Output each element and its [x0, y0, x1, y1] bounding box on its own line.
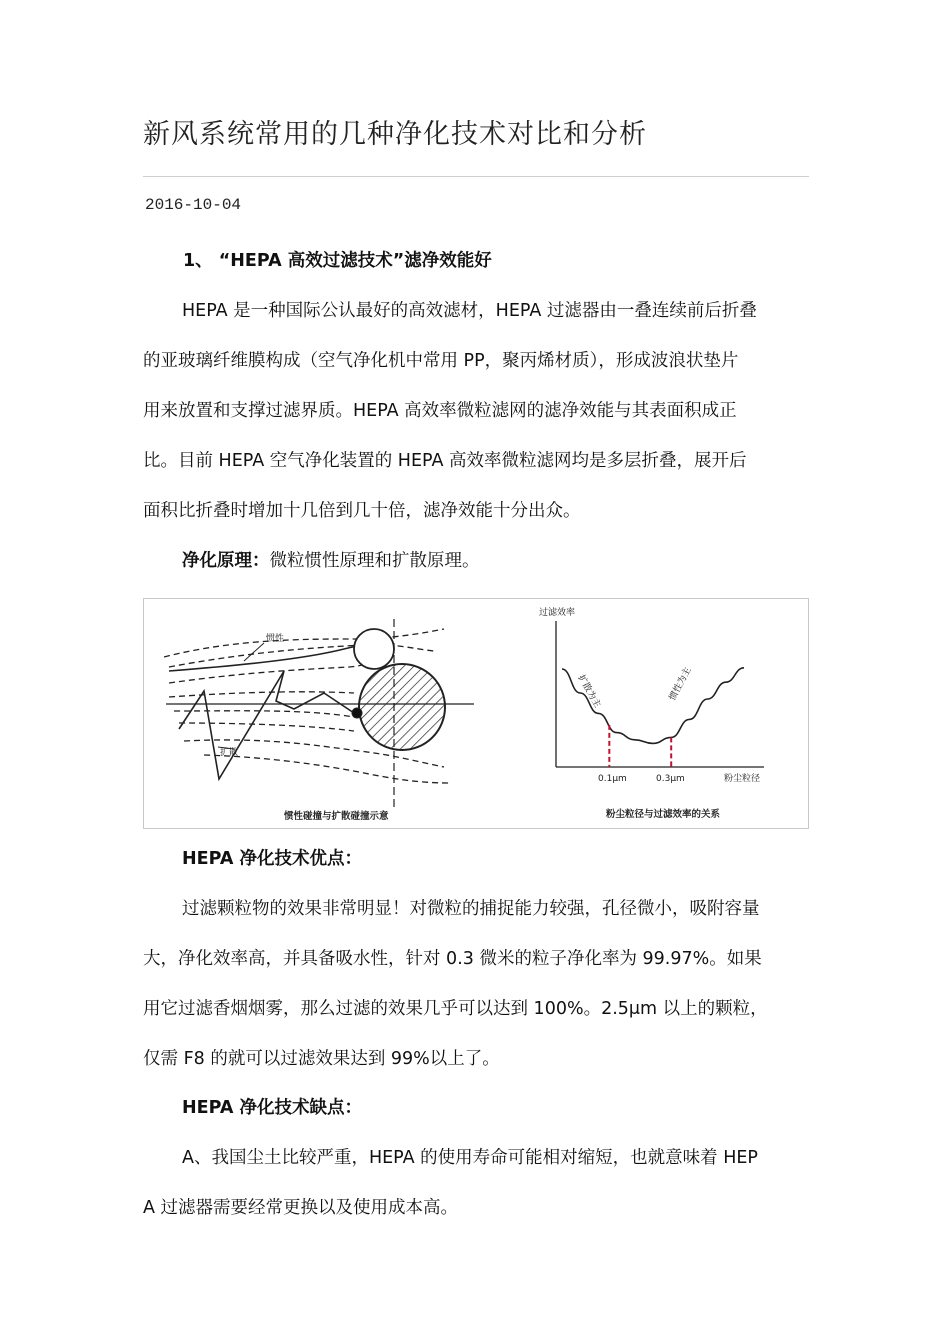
streamline: [204, 755, 449, 783]
label-diffusion: 扩散: [220, 748, 239, 758]
disadvantages-paragraph: [143, 1133, 811, 1233]
y-axis-label: 过滤效率: [539, 608, 576, 618]
text-line: 的亚玻璃纤维膜构成（空气净化机中常用 PP，聚丙烯材质），形成波浪状垫片: [143, 351, 739, 371]
text-line: 仅需 F8 的就可以过滤效果达到 99%以上了。: [143, 1049, 500, 1069]
x-tick-0-3um: 0.3μm: [656, 774, 685, 784]
text-line: 用它过滤香烟烟雾，那么过滤的效果几乎可以达到 100%。2.5μm 以上的颗粒，: [143, 999, 768, 1019]
title-divider: [143, 176, 809, 177]
principle-label: 净化原理：: [182, 551, 270, 571]
advantages-heading: HEPA 净化技术优点：: [182, 849, 362, 869]
principle-figure: [143, 598, 809, 829]
x-tick-0-1um: 0.1μm: [598, 774, 627, 784]
left-caption: 惯性碰撞与扩散碰撞示意: [284, 811, 389, 822]
efficiency-curve: [562, 668, 744, 744]
advantages-paragraph: [143, 884, 811, 1084]
intro-paragraph: [143, 286, 811, 536]
x-axis-label: 粉尘粒径: [724, 774, 761, 784]
fiber-collector: [359, 664, 445, 750]
text-line: 面积比折叠时增加十几倍到几十倍，滤净效能十分出众。: [143, 501, 581, 521]
impaction-diagram: [164, 619, 474, 811]
principle-paragraph: [143, 536, 811, 586]
streamline: [164, 629, 444, 657]
text-line: A 过滤器需要经常更换以及使用成本高。: [143, 1198, 459, 1218]
principle-text: 微粒惯性原理和扩散原理。: [269, 551, 480, 571]
annotation-diffusion: 扩散为主: [575, 673, 603, 710]
label-inertia: 惯性: [266, 634, 285, 644]
publish-date: 2016-10-04: [145, 196, 242, 214]
particle-diffusion: [352, 708, 362, 718]
streamline: [179, 723, 354, 731]
diffusion-path: [179, 671, 354, 779]
text-line: 大，净化效率高，并具备吸水性，针对 0.3 微米的粒子净化率为 99.97%。如果: [143, 949, 762, 969]
disadvantages-heading: HEPA 净化技术缺点：: [182, 1098, 362, 1118]
particle-inertia: [354, 629, 394, 669]
text-line: 用来放置和支撑过滤界质。HEPA 高效率微粒滤网的滤净效能与其表面积成正: [143, 401, 737, 421]
text-line: A、我国尘土比较严重，HEPA 的使用寿命可能相对缩短，也就意味着 HEP: [182, 1148, 758, 1168]
text-line: 比。目前 HEPA 空气净化装置的 HEPA 高效率微粒滤网均是多层折叠，展开后: [143, 451, 747, 471]
text-line: HEPA 是一种国际公认最好的高效滤材，HEPA 过滤器由一叠连续前后折叠: [182, 301, 757, 321]
streamline: [174, 711, 354, 717]
annotation-inertia: 惯性为主: [667, 665, 694, 703]
page-title: 新风系统常用的几种净化技术对比和分析: [143, 119, 647, 150]
label-leader: [244, 643, 264, 661]
right-caption: 粉尘粒径与过滤效率的关系: [606, 809, 721, 820]
section-heading-hepa: 1、 “HEPA 高效过滤技术”滤净效能好: [183, 251, 492, 271]
figure-svg: [144, 599, 808, 828]
text-line: 过滤颗粒物的效果非常明显！对微粒的捕捉能力较强，孔径微小，吸附容量: [182, 899, 760, 919]
